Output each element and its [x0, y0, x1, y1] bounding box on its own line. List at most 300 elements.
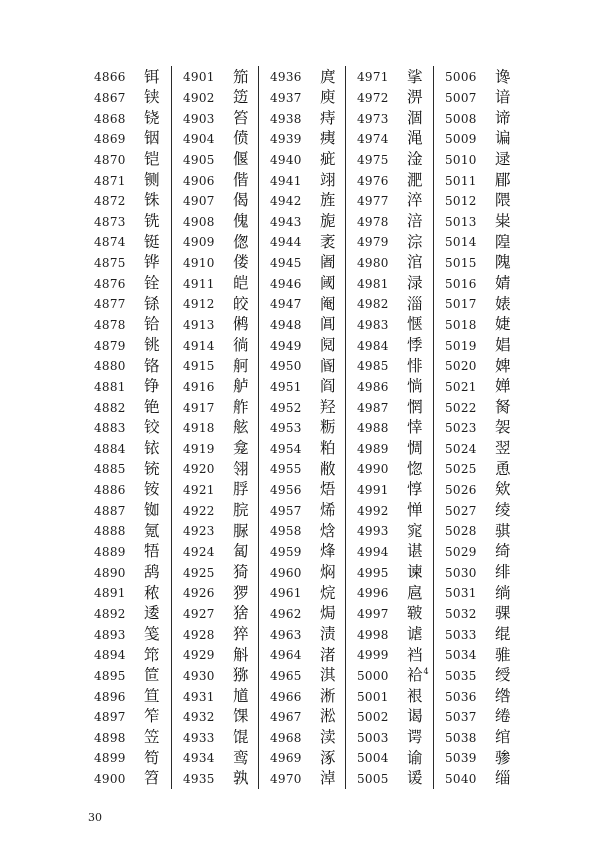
entry-character: 猞 [233, 604, 249, 623]
entry-number: 4930 [183, 668, 215, 683]
table-row [346, 604, 433, 625]
table-row [434, 707, 516, 728]
table-row [85, 542, 171, 563]
table-row [259, 686, 345, 707]
entry-number: 4875 [94, 256, 126, 271]
entry-character: 阊 [320, 315, 336, 334]
table-row [259, 67, 345, 88]
entry-number: 4874 [94, 235, 126, 250]
table-row [434, 211, 516, 232]
entry-character: 窕 [407, 521, 423, 540]
entry-character: 谌 [407, 542, 423, 561]
entry-number: 4938 [270, 111, 302, 126]
table-row [346, 211, 433, 232]
entry-number: 4895 [94, 668, 126, 683]
table-row [346, 686, 433, 707]
table-row [434, 583, 516, 604]
table-row [259, 377, 345, 398]
table-row [85, 562, 171, 583]
entry-number: 4940 [270, 152, 302, 167]
entry-character: 舻 [233, 377, 249, 396]
entry-character: 痍 [320, 129, 336, 148]
table-row [172, 397, 258, 418]
entry-number: 5027 [445, 503, 477, 518]
entry-character: 笺 [144, 624, 160, 643]
entry-character: 淙 [407, 232, 423, 251]
table-row [172, 562, 258, 583]
entry-character: 悱 [407, 356, 423, 375]
entry-character: 铮 [144, 377, 160, 396]
table-row [346, 356, 433, 377]
entry-character: 粝 [320, 418, 336, 437]
table-row [346, 748, 433, 769]
entry-number: 4992 [357, 503, 389, 518]
table-row [346, 769, 433, 790]
entry-character: 鸾 [233, 748, 249, 767]
entry-number: 4973 [357, 111, 389, 126]
entry-character: 绶 [495, 666, 511, 685]
entry-character: 惇 [407, 480, 423, 499]
table-row [172, 418, 258, 439]
entry-character: 挲 [407, 67, 423, 86]
table-row [346, 273, 433, 294]
entry-character: 铡 [144, 170, 160, 189]
entry-character: 裉 [407, 686, 423, 705]
entry-number: 5025 [445, 462, 477, 477]
entry-character: 骖 [495, 748, 511, 767]
entry-number: 5002 [357, 710, 389, 725]
entry-number: 4888 [94, 524, 126, 539]
entry-character: 翊 [320, 170, 336, 189]
table-row [434, 480, 516, 501]
table-row [259, 108, 345, 129]
table-row [172, 707, 258, 728]
entry-character: 笮 [144, 707, 160, 726]
table-row [259, 583, 345, 604]
entry-number: 4916 [183, 379, 215, 394]
entry-number: 4981 [357, 276, 389, 291]
entry-character: 谛 [495, 108, 511, 127]
entry-character: 偾 [233, 129, 249, 148]
table-row [172, 604, 258, 625]
entry-number: 5031 [445, 586, 477, 601]
footnote-marker: 4 [423, 667, 429, 677]
entry-number: 4884 [94, 441, 126, 456]
entry-character: 笤 [144, 769, 160, 788]
entry-character: 铰 [144, 418, 160, 437]
entry-number: 4922 [183, 503, 215, 518]
entry-number: 5015 [445, 256, 477, 271]
table-row [172, 728, 258, 749]
entry-character: 袷$^4$ [407, 666, 429, 685]
table-row [85, 604, 171, 625]
table-row [259, 294, 345, 315]
entry-character: 烽 [320, 542, 336, 561]
table-row [172, 191, 258, 212]
table-row [85, 686, 171, 707]
entry-character: 袤 [320, 232, 336, 251]
table-row [172, 88, 258, 109]
table-row [85, 150, 171, 171]
entry-number: 4990 [357, 462, 389, 477]
entry-number: 4912 [183, 297, 215, 312]
table-row [259, 666, 345, 687]
entry-number: 4982 [357, 297, 389, 312]
entry-number: 4952 [270, 400, 302, 415]
entry-number: 4911 [183, 276, 215, 291]
entry-character: 铩 [144, 294, 160, 313]
table-row [259, 604, 345, 625]
entry-number: 5019 [445, 338, 477, 353]
entry-number: 4962 [270, 606, 302, 621]
entry-character: 缁 [495, 769, 511, 788]
entry-number: 4918 [183, 421, 215, 436]
table-row [259, 542, 345, 563]
entry-character: 阉 [320, 294, 336, 313]
entry-number: 5005 [357, 772, 389, 787]
table-row [346, 707, 433, 728]
entry-character: 骐 [495, 521, 511, 540]
table-row [85, 232, 171, 253]
table-row [434, 562, 516, 583]
table-row [259, 170, 345, 191]
entry-number: 4951 [270, 379, 302, 394]
entry-character: 旌 [320, 191, 336, 210]
entry-character: 阇 [320, 253, 336, 272]
entry-number: 4893 [94, 627, 126, 642]
table-row [85, 129, 171, 150]
entry-character: 婧 [495, 273, 511, 292]
table-row [172, 273, 258, 294]
table-row [259, 645, 345, 666]
table-row [346, 191, 433, 212]
entry-character: 淖 [320, 769, 336, 788]
entry-number: 4913 [183, 318, 215, 332]
entry-number: 5006 [445, 70, 477, 85]
entry-number: 4920 [183, 462, 215, 477]
entry-number: 4998 [357, 627, 389, 642]
table-row [346, 542, 433, 563]
table-row [172, 377, 258, 398]
entry-character: 铠 [144, 150, 160, 169]
table-row [85, 769, 171, 790]
table-row [346, 108, 433, 129]
entry-character: 猡 [233, 583, 249, 602]
table-row [85, 397, 171, 418]
table-row [85, 335, 171, 356]
table-row [434, 645, 516, 666]
entry-character: 绯 [495, 562, 511, 581]
entry-number: 4927 [183, 606, 215, 621]
table-row [346, 88, 433, 109]
entry-number: 4934 [183, 751, 215, 766]
entry-number: 5037 [445, 710, 477, 725]
entry-number: 5024 [445, 441, 477, 456]
entry-character: 铨 [144, 273, 160, 292]
entry-character: 淅 [320, 686, 336, 705]
table-row [434, 418, 516, 439]
entry-character: 淬 [407, 191, 423, 210]
entry-number: 4994 [357, 545, 389, 560]
entry-number: 4967 [270, 710, 302, 725]
entry-number: 5034 [445, 648, 477, 663]
entry-character: 悻 [407, 418, 423, 437]
entry-character: 匐 [233, 542, 249, 561]
table-row [172, 356, 258, 377]
entry-character: 庾 [320, 88, 336, 107]
entry-number: 4984 [357, 338, 389, 353]
entry-number: 4932 [183, 710, 215, 725]
entry-number: 4999 [357, 648, 389, 663]
entry-character: 淠 [407, 88, 423, 107]
table-row [259, 480, 345, 501]
entry-character: 阎 [320, 377, 336, 396]
entry-number: 4944 [270, 235, 302, 250]
entry-number: 4942 [270, 194, 302, 209]
entry-character: 绱 [495, 583, 511, 602]
entry-number: 4964 [270, 648, 302, 663]
table-row [346, 67, 433, 88]
entry-character: 铳 [144, 459, 160, 478]
entry-character: 淄 [407, 294, 423, 313]
entry-character: 铣 [144, 212, 160, 231]
entry-character: 谒 [407, 707, 423, 726]
entry-character: 斛 [233, 645, 249, 664]
table-row [172, 666, 258, 687]
entry-number: 5039 [445, 751, 477, 766]
table-row [434, 108, 516, 129]
entry-character: 偕 [233, 170, 249, 189]
entry-character: 偻 [233, 253, 249, 272]
entry-character: 悸 [407, 335, 423, 354]
table-row [434, 542, 516, 563]
entry-number: 4898 [94, 730, 126, 745]
entry-character: 皎 [233, 294, 249, 313]
entry-number: 4958 [270, 524, 302, 539]
entry-number: 4921 [183, 483, 215, 498]
entry-number: 5038 [445, 730, 477, 745]
table-row [85, 624, 171, 645]
entry-character: 皑 [233, 273, 249, 292]
entry-number: 5021 [445, 379, 477, 394]
table-row [85, 315, 171, 336]
table-row [434, 500, 516, 521]
entry-character: 鸺 [233, 315, 249, 334]
table-row [259, 129, 345, 150]
table-row [346, 418, 433, 439]
table-row [346, 377, 433, 398]
entry-number: 4904 [183, 132, 215, 147]
table-row [172, 748, 258, 769]
table-row [85, 88, 171, 109]
entry-number: 4985 [357, 359, 389, 374]
table-row [85, 108, 171, 129]
entry-number: 5004 [357, 751, 389, 766]
entry-number: 4903 [183, 111, 215, 126]
entry-character: 皲 [407, 604, 423, 623]
entry-number: 4937 [270, 90, 302, 105]
table-row [85, 191, 171, 212]
entry-number: 4878 [94, 318, 126, 332]
table-row [172, 129, 258, 150]
table-column [346, 66, 434, 789]
table-row [172, 769, 258, 790]
table-row [259, 315, 345, 336]
entry-number: 4877 [94, 297, 126, 312]
table-row [259, 624, 345, 645]
entry-number: 5010 [445, 152, 477, 167]
entry-number: 4960 [270, 565, 302, 580]
table-column [259, 66, 346, 789]
table-row [346, 459, 433, 480]
table-row [85, 377, 171, 398]
table-row [85, 294, 171, 315]
entry-character: 涿 [320, 748, 336, 767]
table-row [346, 521, 433, 542]
entry-character: 娼 [495, 335, 511, 354]
entry-character: 馃 [233, 707, 249, 726]
table-row [346, 397, 433, 418]
entry-number: 5035 [445, 668, 477, 683]
entry-character: 氪 [144, 521, 160, 540]
table-row [346, 666, 433, 687]
table-row [85, 707, 171, 728]
entry-character: 谔 [407, 728, 423, 747]
table-row [434, 356, 516, 377]
entry-character: 谑 [407, 624, 423, 643]
table-row [259, 521, 345, 542]
table-row [85, 480, 171, 501]
table-row [434, 253, 516, 274]
table-row [434, 521, 516, 542]
entry-character: 焖 [320, 562, 336, 581]
entry-character: 绻 [495, 707, 511, 726]
entry-character: 偃 [233, 150, 249, 169]
page-number: 30 [88, 811, 102, 824]
entry-character: 翌 [495, 439, 511, 458]
entry-character: 铟 [144, 129, 160, 148]
entry-character: 婊 [495, 294, 511, 313]
table-row [346, 562, 433, 583]
table-row [259, 356, 345, 377]
entry-number: 5028 [445, 524, 477, 539]
entry-number: 4983 [357, 318, 389, 332]
entry-number: 4947 [270, 297, 302, 312]
entry-number: 4933 [183, 730, 215, 745]
entry-character: 脲 [233, 521, 249, 540]
entry-number: 4948 [270, 318, 302, 332]
table-row [259, 707, 345, 728]
entry-character: 疵 [320, 150, 336, 169]
entry-character: 猕 [233, 666, 249, 685]
entry-number: 4908 [183, 214, 215, 229]
table-row [172, 335, 258, 356]
entry-number: 5026 [445, 483, 477, 498]
entry-number: 4882 [94, 400, 126, 415]
table-row [434, 728, 516, 749]
entry-number: 4996 [357, 586, 389, 601]
table-row [434, 377, 516, 398]
table-row [259, 769, 345, 790]
table-row [85, 521, 171, 542]
entry-number: 5007 [445, 90, 477, 105]
table-row [259, 562, 345, 583]
table-row [346, 624, 433, 645]
entry-character: 粜 [495, 212, 511, 231]
table-row [85, 666, 171, 687]
entry-number: 4929 [183, 648, 215, 663]
entry-character: 绮 [495, 542, 511, 561]
entry-character: 馄 [233, 728, 249, 747]
entry-number: 5017 [445, 297, 477, 312]
table-column [434, 66, 516, 789]
entry-character: 袈 [495, 418, 511, 437]
entry-number: 4979 [357, 235, 389, 250]
entry-number: 4907 [183, 194, 215, 209]
entry-character: 逯 [495, 150, 511, 169]
entry-character: 舸 [233, 356, 249, 375]
entry-number: 4870 [94, 152, 126, 167]
entry-character: 脬 [233, 480, 249, 499]
table-row [259, 728, 345, 749]
entry-character: 阍 [320, 356, 336, 375]
table-row [172, 170, 258, 191]
entry-number: 4939 [270, 132, 302, 147]
entry-character: 裆 [407, 645, 423, 664]
entry-number: 4876 [94, 276, 126, 291]
table-row [172, 624, 258, 645]
entry-character: 渎 [320, 728, 336, 747]
entry-character: 羟 [320, 397, 336, 416]
table-row [172, 521, 258, 542]
entry-character: 涸 [407, 108, 423, 127]
table-row [346, 645, 433, 666]
entry-number: 4868 [94, 111, 126, 126]
entry-character: 焓 [320, 521, 336, 540]
entry-number: 4969 [270, 751, 302, 766]
entry-number: 5022 [445, 400, 477, 415]
table-row [172, 480, 258, 501]
entry-character: 绫 [495, 501, 511, 520]
entry-number: 4946 [270, 276, 302, 291]
entry-character: 铗 [144, 88, 160, 107]
entry-character: 铙 [144, 108, 160, 127]
entry-character: 渑 [407, 129, 423, 148]
entry-number: 4905 [183, 152, 215, 167]
table-row [346, 728, 433, 749]
entry-number: 5012 [445, 194, 477, 209]
entry-number: 4880 [94, 359, 126, 374]
entry-character: 铯 [144, 397, 160, 416]
entry-character: 淦 [407, 150, 423, 169]
entry-character: 惚 [407, 459, 423, 478]
entry-number: 4909 [183, 235, 215, 250]
entry-number: 4935 [183, 772, 215, 787]
entry-character: 庹 [320, 67, 336, 86]
table-row [346, 335, 433, 356]
table-row [434, 88, 516, 109]
entry-character: 扈 [407, 583, 423, 602]
entry-character: 笞 [233, 108, 249, 127]
entry-number: 4955 [270, 462, 302, 477]
entry-character: 痔 [320, 108, 336, 127]
entry-character: 淇 [320, 666, 336, 685]
entry-character: 铪 [144, 315, 160, 334]
table-row [434, 624, 516, 645]
entry-number: 5003 [357, 730, 389, 745]
table-row [434, 397, 516, 418]
entry-number: 4899 [94, 751, 126, 766]
